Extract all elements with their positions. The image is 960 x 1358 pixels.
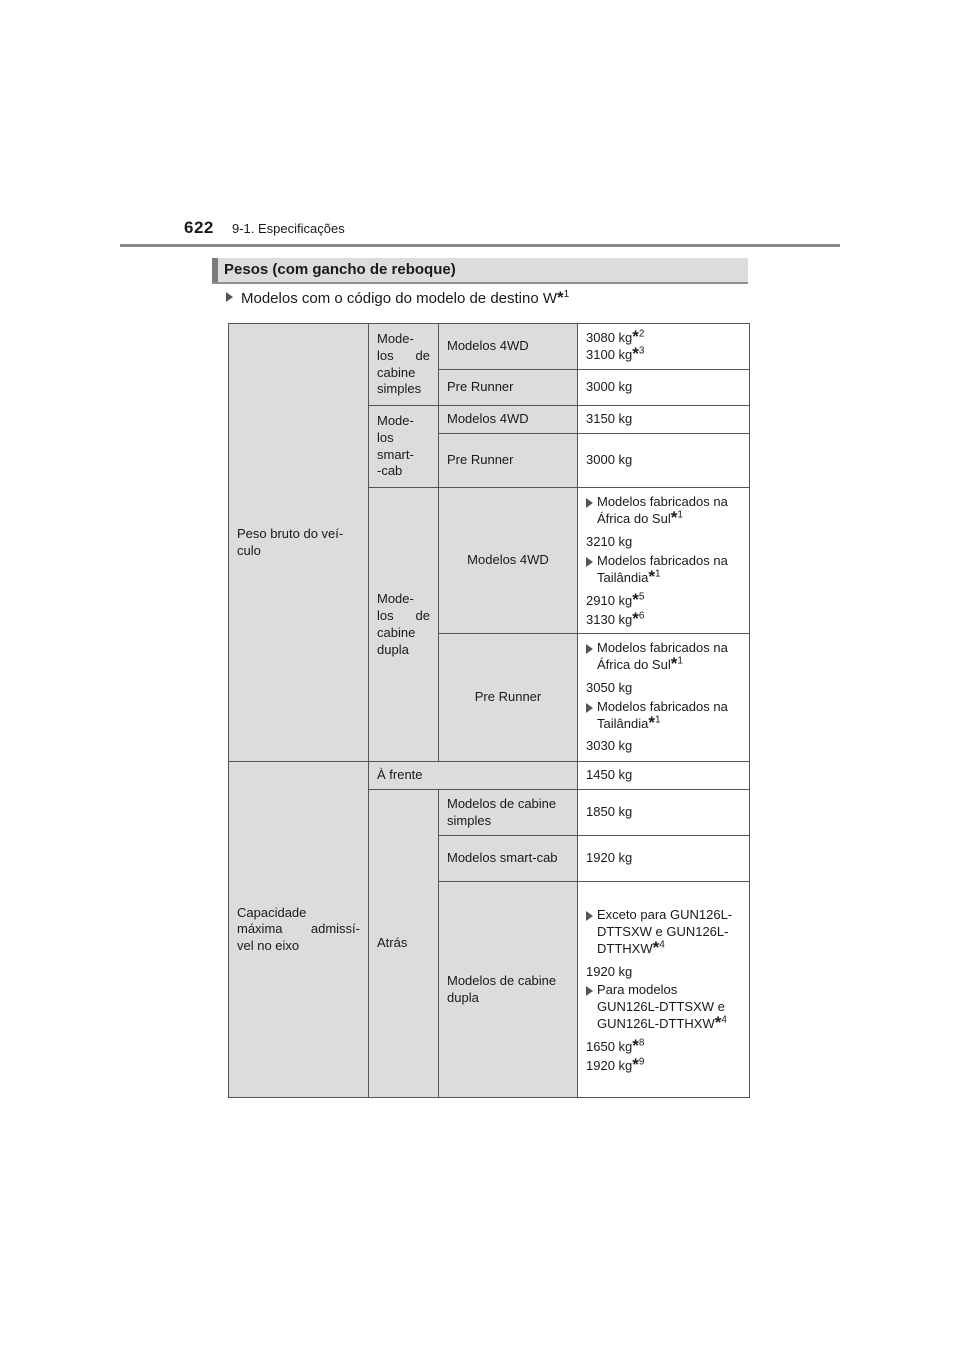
double-prerunner-value: Modelos fabricados na África do Sul*$^1$ 3050 kg Modelos fabricados na Tailândia*$^1$ 3030 kg — [578, 634, 750, 762]
table-row — [229, 324, 750, 370]
single-prerunner-value: 3000 kg — [578, 370, 750, 406]
asterisk-icon: * — [632, 608, 639, 628]
rear-double-value: Exceto para GUN126L-DTTSXW e GUN126L-DTTHXW*$^4$ 1920 kg Para modelos GUN126L-DTTSXW e GUN126L-DTTHXW*$^4$ 1650 kg*$^8$ 1920 kg*$^9$ — [578, 882, 750, 1098]
single-4wd-value: 3080 kg*$^2$ 3100 kg*$^3$ — [578, 324, 750, 370]
heading-bar — [212, 258, 748, 284]
triangle-bullet-icon — [586, 557, 593, 567]
asterisk-icon: * — [652, 937, 660, 957]
axle-front-value: 1450 kg — [578, 762, 750, 790]
table-row — [229, 762, 750, 790]
triangle-bullet-icon — [586, 498, 593, 508]
double-cab-label: Mode- los de cabine dupla — [369, 488, 439, 762]
rear-smart-label: Modelos smart-cab — [439, 836, 578, 882]
heading-marker — [212, 258, 218, 282]
smart-4wd-value: 3150 kg — [578, 406, 750, 434]
asterisk-icon: * — [557, 288, 564, 307]
triangle-bullet-icon — [586, 703, 593, 713]
asterisk-icon: * — [648, 566, 655, 586]
asterisk-icon: * — [670, 653, 678, 673]
section-title: 9-1. Especificações — [232, 221, 345, 236]
smart-prerunner-label: Pre Runner — [439, 434, 578, 488]
rear-double-label: Modelos de cabine dupla — [439, 882, 578, 1098]
double-4wd-value: Modelos fabricados na África do Sul*$^1$ 3210 kg Modelos fabricados na Tailândia*$^1$ 2910 kg*$^5$ 3130 kg*$^6$ — [578, 488, 750, 634]
double-4wd-label: Modelos 4WD — [439, 488, 578, 634]
single-4wd-label: Modelos 4WD — [439, 324, 578, 370]
asterisk-icon: * — [648, 712, 655, 732]
subheading-text: Modelos com o código do modelo de destino W — [241, 290, 558, 307]
page-number: 622 — [184, 218, 214, 237]
gross-weight-label: Peso bruto do veí-culo — [229, 324, 369, 762]
asterisk-icon: * — [632, 1036, 639, 1056]
asterisk-icon: * — [632, 589, 639, 609]
weights-table — [228, 323, 750, 1098]
single-prerunner-label: Pre Runner — [439, 370, 578, 406]
header-rule — [120, 244, 840, 247]
asterisk-icon: * — [670, 508, 678, 528]
asterisk-icon: * — [714, 1013, 722, 1033]
rear-smart-value: 1920 kg — [578, 836, 750, 882]
smart-4wd-label: Modelos 4WD — [439, 406, 578, 434]
triangle-bullet-icon — [226, 292, 233, 302]
triangle-bullet-icon — [586, 644, 593, 654]
axle-front-label: À frente — [369, 762, 578, 790]
asterisk-icon: * — [632, 326, 639, 346]
asterisk-icon: * — [632, 1054, 639, 1074]
axle-rear-label: Atrás — [369, 790, 439, 1098]
smart-prerunner-value: 3000 kg — [578, 434, 750, 488]
axle-capacity-label: Capacidade máxima admissí- vel no eixo — [229, 762, 369, 1098]
triangle-bullet-icon — [586, 986, 593, 996]
smart-cab-label: Mode- los smart- -cab — [369, 406, 439, 488]
footnote-ref: 1 — [563, 289, 570, 300]
subheading — [226, 290, 569, 307]
double-prerunner-label: Pre Runner — [439, 634, 578, 762]
heading-text: Pesos (com gancho de reboque) — [224, 261, 456, 278]
rear-single-value: 1850 kg — [578, 790, 750, 836]
triangle-bullet-icon — [586, 911, 593, 921]
single-cab-label: Mode- los de cabine simples — [369, 324, 439, 406]
rear-single-label: Modelos de cabine simples — [439, 790, 578, 836]
asterisk-icon: * — [632, 343, 639, 363]
